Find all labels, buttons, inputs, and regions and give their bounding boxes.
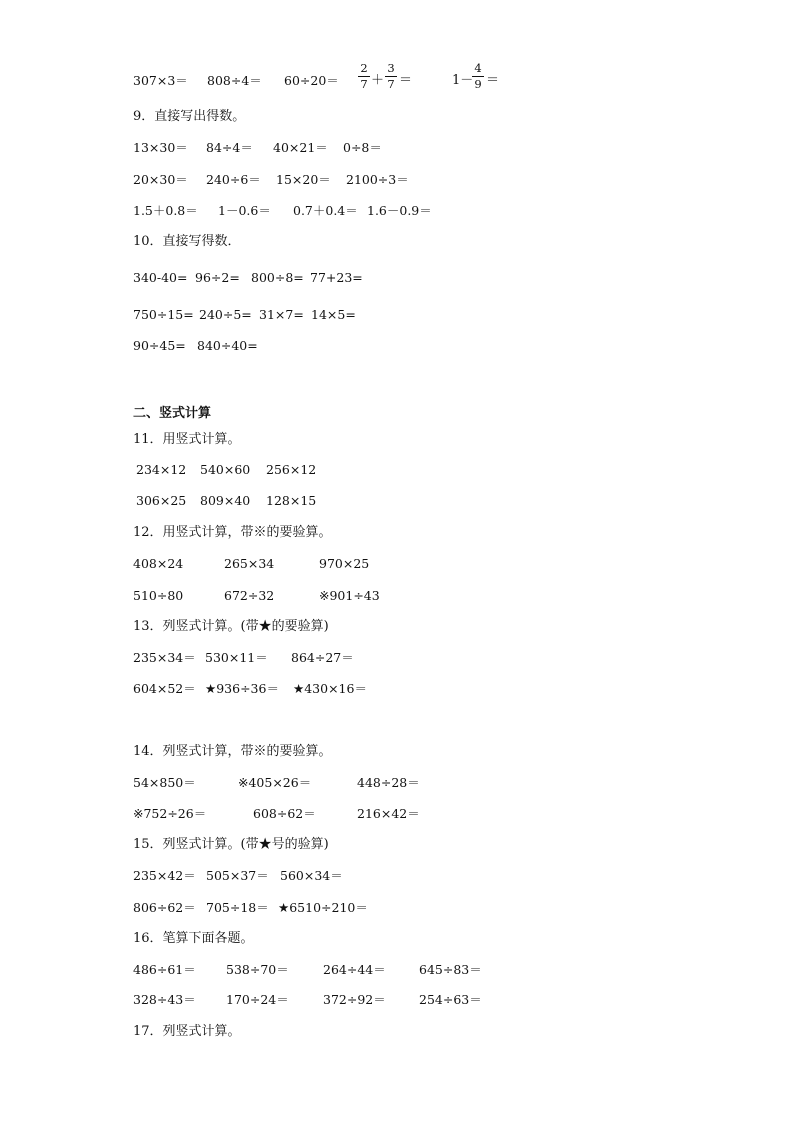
problem-item: 96÷2= — [195, 270, 240, 285]
fraction — [385, 62, 397, 91]
problem-item: 809×40 — [200, 493, 251, 508]
problem-item: 486÷61＝ — [133, 962, 196, 977]
question-title: 12．用竖式计算，带※的要验算。 — [133, 525, 332, 540]
minuend: 1－ — [452, 73, 474, 88]
problem-item: 604×52＝ — [133, 681, 196, 696]
problem-item: 216×42＝ — [357, 806, 420, 821]
fraction — [358, 62, 370, 91]
plus-operator: ＋ — [371, 73, 385, 88]
problem-item: 1.6－0.9＝ — [367, 203, 432, 218]
problem-item: 800÷8= — [251, 270, 304, 285]
problem-item: 15×20＝ — [276, 172, 331, 187]
problem-item: 970×25 — [319, 556, 370, 571]
problem-item: 560×34＝ — [280, 868, 343, 883]
question-title: 15．列竖式计算。(带★号的验算) — [133, 837, 329, 852]
problem-item: 235×42＝ — [133, 868, 196, 883]
fraction-numerator: 4 — [474, 61, 482, 75]
problem-item: 264÷44＝ — [323, 962, 386, 977]
question-title: 17．列竖式计算。 — [133, 1024, 241, 1039]
problem-item: 256×12 — [266, 462, 317, 477]
problem-item: 31×7= — [259, 307, 304, 322]
problem-item: 40×21＝ — [273, 140, 328, 155]
problem-item: 60÷20＝ — [284, 73, 339, 88]
problem-item: 14×5= — [311, 307, 356, 322]
problem-item: ※752÷26＝ — [133, 806, 207, 821]
problem-item: ※405×26＝ — [238, 775, 312, 790]
problem-item: 608÷62＝ — [253, 806, 316, 821]
fraction — [472, 62, 484, 91]
problem-item: 372÷92＝ — [323, 992, 386, 1007]
problem-item: 1－0.6＝ — [218, 203, 271, 218]
problem-item: 2100÷3＝ — [346, 172, 409, 187]
problem-item: 307×3＝ — [133, 73, 188, 88]
problem-item: 750÷15= — [133, 307, 194, 322]
equals-sign: ＝ — [486, 73, 500, 88]
problem-item: 530×11＝ — [205, 650, 268, 665]
problem-item: 408×24 — [133, 556, 184, 571]
problem-item: 20×30＝ — [133, 172, 188, 187]
problem-item: 170÷24＝ — [226, 992, 289, 1007]
problem-item: 328÷43＝ — [133, 992, 196, 1007]
problem-item: ★6510÷210＝ — [278, 900, 368, 915]
fraction-denominator: 9 — [474, 77, 482, 91]
problem-item: 90÷45= — [133, 338, 186, 353]
problem-item: 54×850＝ — [133, 775, 196, 790]
problem-item: 128×15 — [266, 493, 317, 508]
fraction-numerator: 3 — [387, 61, 395, 75]
problem-item: 864÷27＝ — [291, 650, 354, 665]
problem-item: 235×34＝ — [133, 650, 196, 665]
problem-item: 77+23= — [310, 270, 363, 285]
problem-item: 840÷40= — [197, 338, 258, 353]
problem-item: ★430×16＝ — [293, 681, 367, 696]
problem-item: 234×12 — [136, 462, 187, 477]
problem-item: 808÷4＝ — [207, 73, 262, 88]
problem-item: 306×25 — [136, 493, 187, 508]
section-title: 二、竖式计算 — [133, 406, 212, 421]
problem-item: 13×30＝ — [133, 140, 188, 155]
problem-item: 340-40= — [133, 270, 188, 285]
problem-item: 538÷70＝ — [226, 962, 289, 977]
problem-item: ★936÷36＝ — [205, 681, 279, 696]
problem-item: 1.5＋0.8＝ — [133, 203, 198, 218]
fraction-denominator: 7 — [387, 77, 395, 91]
question-title: 13．列竖式计算。(带★的要验算) — [133, 619, 329, 634]
problem-item: 240÷6＝ — [206, 172, 261, 187]
question-title: 14．列竖式计算，带※的要验算。 — [133, 744, 332, 759]
problem-item: 645÷83＝ — [419, 962, 482, 977]
problem-item: 448÷28＝ — [357, 775, 420, 790]
problem-item: 540×60 — [200, 462, 251, 477]
problem-item: 0÷8＝ — [343, 140, 382, 155]
problem-item: 0.7＋0.4＝ — [293, 203, 358, 218]
problem-item: 806÷62＝ — [133, 900, 196, 915]
problem-item: 510÷80 — [133, 588, 184, 603]
question-title: 11．用竖式计算。 — [133, 432, 241, 447]
problem-item: 84÷4＝ — [206, 140, 253, 155]
problem-item: 265×34 — [224, 556, 275, 571]
problem-item: 705÷18＝ — [206, 900, 269, 915]
problem-item: ※901÷43 — [319, 588, 380, 603]
question-title: 9．直接写出得数。 — [133, 109, 246, 124]
problem-item: 254÷63＝ — [419, 992, 482, 1007]
question-title: 10．直接写得数． — [133, 234, 241, 249]
problem-item: 505×37＝ — [206, 868, 269, 883]
equals-sign: ＝ — [399, 73, 413, 88]
fraction-denominator: 7 — [360, 77, 368, 91]
question-title: 16．笔算下面各题。 — [133, 931, 254, 946]
fraction-numerator: 2 — [360, 61, 368, 75]
problem-item: 672÷32 — [224, 588, 275, 603]
problem-item: 240÷5= — [199, 307, 252, 322]
